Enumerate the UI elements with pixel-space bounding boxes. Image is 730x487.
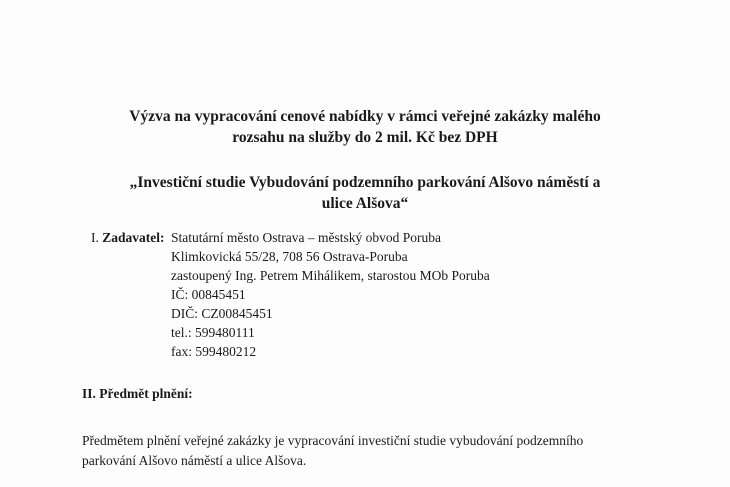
project-title-line: „Investiční studie Vybudování podzemního parkování Alšovo náměstí a [129, 174, 601, 191]
subject-paragraph [82, 431, 712, 470]
contracting-authority-details [171, 228, 591, 361]
authority-dic: DIČ: CZ00845451 [171, 306, 273, 321]
subject-heading: II. Předmět plnění: [82, 386, 193, 401]
section-number: I. [91, 230, 99, 245]
contracting-authority-label [91, 228, 165, 247]
authority-representative: zastoupený Ing. Petrem Mihálikem, starostou MOb Poruba [171, 268, 490, 283]
project-title-line: ulice Alšova“ [321, 195, 409, 212]
authority-ic: IČ: 00845451 [171, 287, 246, 302]
document-title-line: rozsahu na služby do 2 mil. Kč bez DPH [232, 129, 498, 146]
subject-paragraph-line: parkování Alšovo náměstí a ulice Alšova. [82, 452, 307, 468]
authority-phone: tel.: 599480111 [171, 325, 255, 340]
authority-fax: fax: 599480212 [171, 344, 257, 359]
document-title [0, 106, 730, 148]
subject-paragraph-line: Předmětem plnění veřejné zakázky je vypracování investiční studie vybudování podzemního [82, 433, 584, 448]
project-title [0, 172, 730, 214]
authority-name: Statutární město Ostrava – městský obvod Poruba [171, 230, 441, 245]
authority-address: Klimkovická 55/28, 708 56 Ostrava-Poruba [171, 249, 408, 264]
contracting-authority-heading: Zadavatel: [102, 230, 165, 245]
document-title-line: Výzva na vypracování cenové nabídky v rámci veřejné zakázky malého [129, 108, 601, 125]
